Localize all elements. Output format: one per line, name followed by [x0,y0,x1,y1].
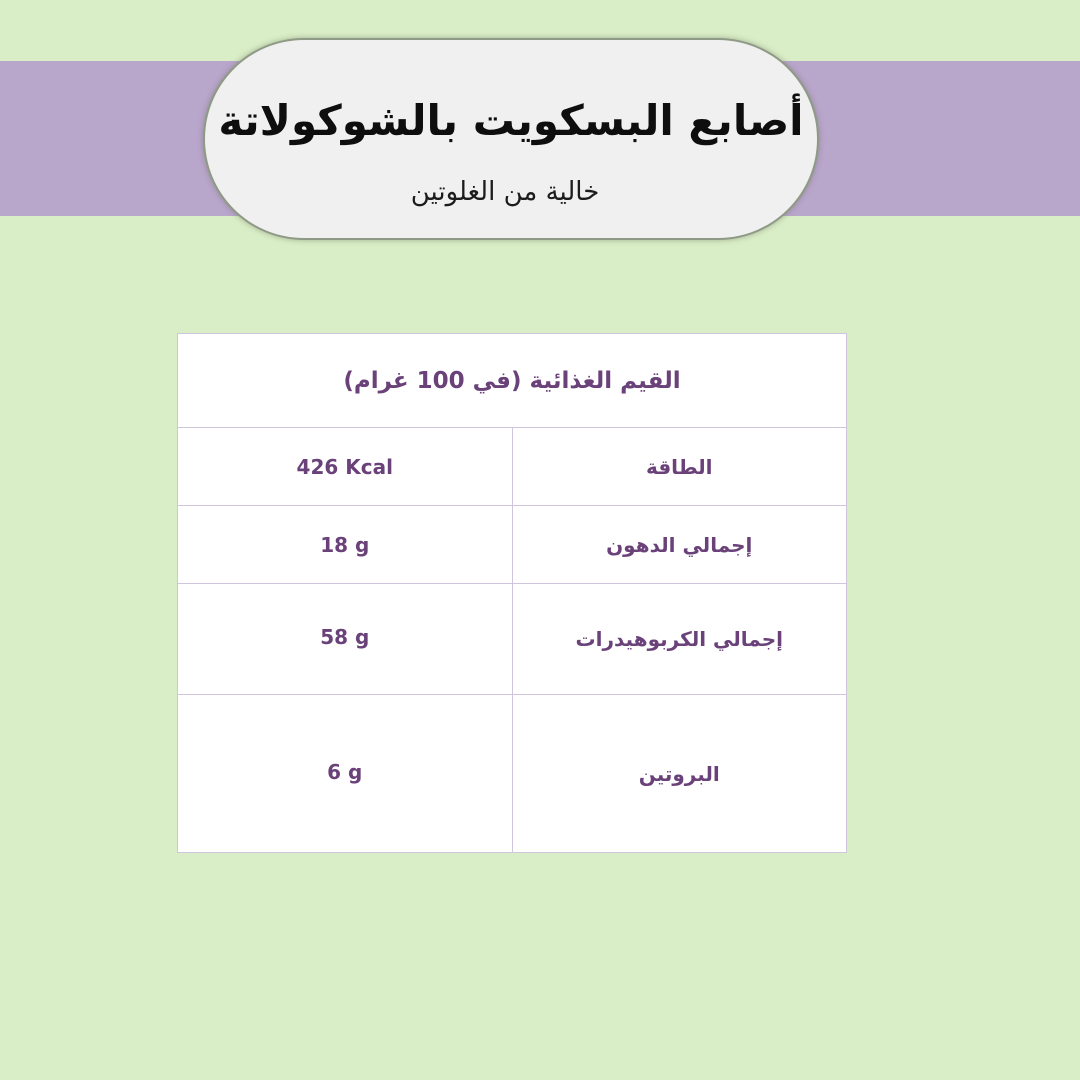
fat-value [178,506,513,584]
energy-value-text: 426 Kcal [296,454,393,479]
fat-label: إجمالي الدهون [512,506,847,584]
table-row [178,506,847,584]
fat-value-text: 18 g [320,532,370,557]
nutrition-table [177,333,847,853]
protein-value [178,695,513,853]
energy-label: الطاقة [512,428,847,506]
table-row [178,584,847,695]
protein-value-text: 6 g [327,759,363,784]
carbs-value-text: 58 g [320,625,370,649]
protein-label: البروتين [512,695,847,853]
product-title: أصابع البسكويت بالشوكولاتة [218,96,804,145]
table-row [178,428,847,506]
table-header-row [178,334,847,428]
table-row [178,695,847,853]
nutrition-heading: القيم الغذائية (في 100 غرام) [178,334,847,428]
energy-value [178,428,513,506]
carbs-value [178,584,513,695]
carbs-label: إجمالي الكربوهيدرات [512,584,847,695]
product-subtitle: خالية من الغلوتين [410,177,600,207]
